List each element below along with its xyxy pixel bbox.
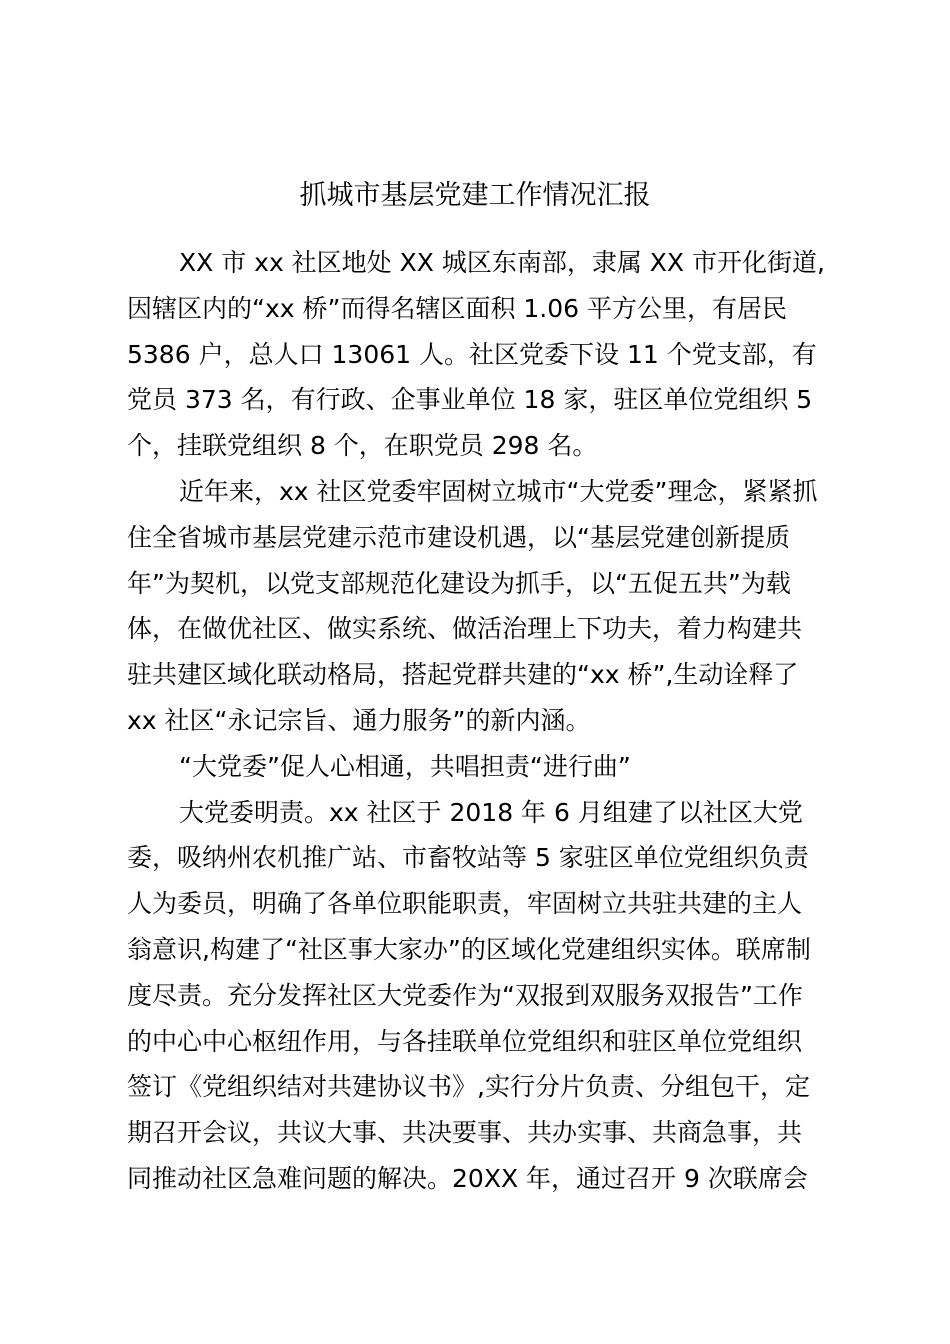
text-line: 因辖区内的“xx 桥”而得名辖区面积 1.06 平方公里，有居民: [127, 293, 787, 323]
text-line: 党员 373 名，有行政、企事业单位 18 家，驻区单位党组织 5: [127, 385, 813, 415]
text-line: 的中心中心枢纽作用，与各挂联单位党组织和驻区单位党组织: [127, 1026, 803, 1056]
section-heading: “大党委”促人心相通，共唱担责“进行曲”: [179, 751, 631, 781]
text-line: xx 社区“永记宗旨、通力服务”的新内涵。: [127, 705, 591, 735]
text-line: 驻共建区域化联动格局，搭起党群共建的“xx 桥”,生动诠释了: [127, 660, 799, 690]
text-line: 同推动社区急难问题的解决。20XX 年，通过召开 9 次联席会: [127, 1163, 808, 1193]
text-line: 人为委员，明确了各单位职能职责，牢固树立共驻共建的主人: [127, 889, 803, 919]
text-line: 住全省城市基层党建示范市建设机遇，以“基层党建创新提质: [127, 522, 790, 552]
text-line: 体，在做优社区、做实系统、做活治理上下功夫，着力构建共: [127, 614, 803, 644]
text-line: 期召开会议，共议大事、共决要事、共办实事、共商急事，共: [127, 1118, 803, 1148]
text-line: 5386 户，总人口 13061 人。社区党委下设 11 个党支部，有: [127, 339, 817, 369]
text-line: 近年来，xx 社区党委牢固树立城市“大党委”理念，紧紧抓: [179, 476, 818, 506]
text-line: XX 市 xx 社区地处 XX 城区东南部，隶属 XX 市开化街道,: [179, 248, 825, 277]
text-line: 大党委明责。xx 社区于 2018 年 6 月组建了以社区大党: [179, 797, 803, 827]
text-line: 翁意识,构建了“社区事大家办”的区域化党建组织实体。联席制: [127, 934, 811, 964]
text-line: 委，吸纳州农机推广站、市畜牧站等 5 家驻区单位党组织负责: [127, 843, 809, 873]
document-body: [127, 240, 827, 1202]
text-line: 年”为契机，以党支部规范化建设为抓手，以“五促五共”为载: [127, 568, 791, 598]
text-line: 度尽责。充分发挥社区大党委作为“双报到双服务双报告”工作: [127, 980, 803, 1010]
document-title: 抓城市基层党建工作情况汇报: [299, 180, 651, 211]
text-line: 个，挂联党组织 8 个，在职党员 298 名。: [127, 431, 598, 461]
text-line: 签订《党组织结对共建协议书》,实行分片负责、分组包干，定: [127, 1072, 810, 1102]
